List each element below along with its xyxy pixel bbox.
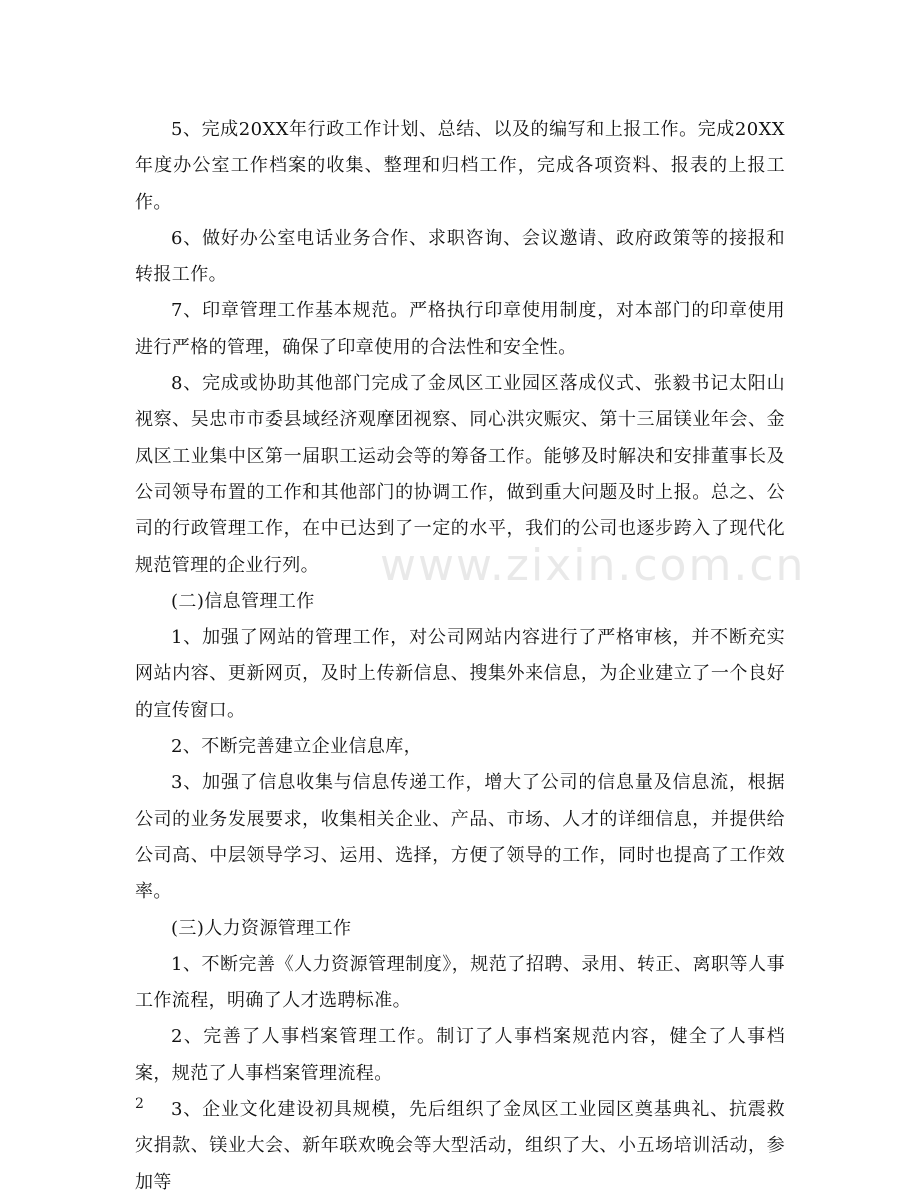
info-paragraph-1: 1、加强了网站的管理工作，对公司网站内容进行了严格审核，并不断充实网站内容、更新网页，及时上传新信息、搜集外来信息，为企业建立了一个良好的宣传窗口。 xyxy=(135,627,785,721)
info-paragraph-2: 2、不断完善建立企业信息库， xyxy=(171,736,423,758)
hr-paragraph-1: 1、不断完善《人力资源管理制度》，规范了招聘、录用、转正、离职等人事工作流程，明确了人才选聘标准。 xyxy=(135,953,785,1012)
paragraph-item-6: 6、做好办公室电话业务合作、求职咨询、会议邀请、政府政策等的接报和转报工作。 xyxy=(135,227,785,286)
section-heading-info-management: (二)信息管理工作 xyxy=(171,590,315,612)
hr-paragraph-3: 3、企业文化建设初具规模，先后组织了金凤区工业园区奠基典礼、抗震救灾捐款、镁业大会、新年联欢晚会等大型活动，组织了大、小五场培训活动，参加等 xyxy=(135,1099,785,1193)
paragraph-item-5: 5、完成20XX年行政工作计划、总结、以及的编写和上报工作。完成20XX年度办公室工作档案的收集、整理和归档工作，完成各项资料、报表的上报工作。 xyxy=(135,119,785,213)
watermark: www.zixin.com.cn xyxy=(380,540,806,591)
info-paragraph-3: 3、加强了信息收集与信息传递工作，增大了公司的信息量及信息流，根据公司的业务发展要求，收集相关企业、产品、市场、人才的详细信息，并提供给公司高、中层领导学习、运用、选择，方便了领导的工作，同时也提高了工作效率。 xyxy=(135,772,785,903)
paragraph-item-8: 8、完成或协助其他部门完成了金凤区工业园区落成仪式、张毅书记太阳山视察、吴忠市市委县域经济观摩团视察、同心洪灾赈灾、第十三届镁业年会、金凤区工业集中区第一届职工运动会等的筹备工作。能够及时解决和安排董事长及公司领导布置的工作和其他部门的协调工作，做到重大问题及时上报。总之、公司的行政管理工作，在中已达到了一定的水平，我们的公司也逐步跨入了现代化规范管理的企业行列。 xyxy=(135,373,785,576)
document-body xyxy=(135,112,785,1201)
page-number: 2 xyxy=(135,1096,144,1112)
paragraph-item-7: 7、印章管理工作基本规范。严格执行印章使用制度，对本部门的印章使用进行严格的管理，确保了印章使用的合法性和安全性。 xyxy=(135,300,785,358)
section-heading-hr-management: (三)人力资源管理工作 xyxy=(171,917,352,939)
hr-paragraph-2: 2、完善了人事档案管理工作。制订了人事档案规范内容，健全了人事档案，规范了人事档案管理流程。 xyxy=(135,1026,785,1084)
